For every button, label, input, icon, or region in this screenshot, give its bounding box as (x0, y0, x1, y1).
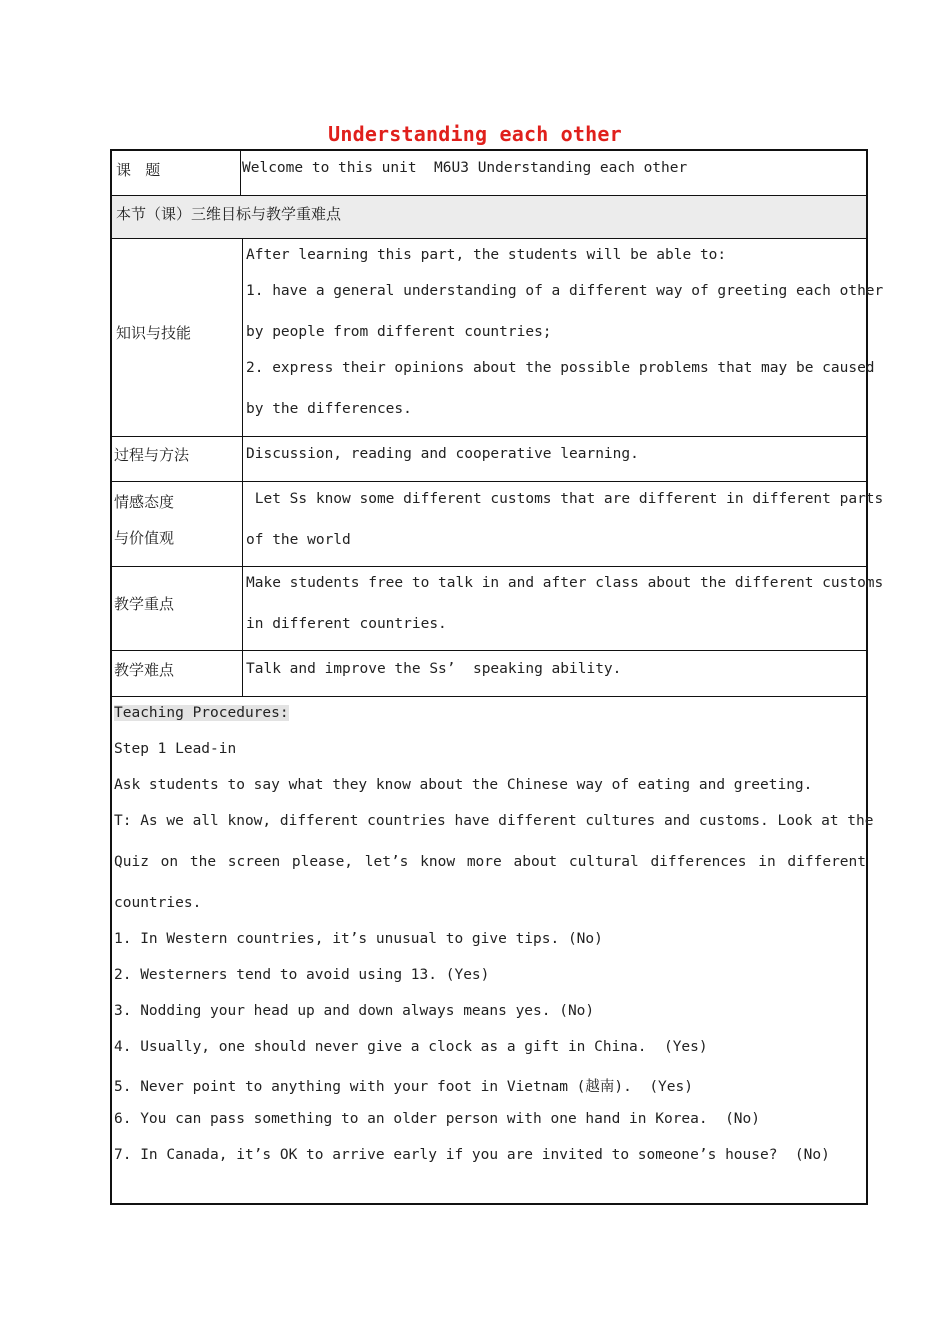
quiz-item: 5. Never point to anything with your foot in Vietnam (越南). (Yes) (114, 1079, 693, 1095)
teacher-line: Quiz on the screen please, let’s know more about cultural differences in different (114, 854, 866, 870)
row-divider (112, 238, 866, 239)
attitude-line: of the world (246, 532, 351, 548)
process-label: 过程与方法 (114, 446, 190, 464)
knowledge-line: by people from different countries; (246, 324, 552, 340)
row-divider (112, 195, 866, 196)
procedure-instruction: Ask students to say what they know about the Chinese way of eating and greeting. (114, 777, 813, 793)
quiz-item: 1. In Western countries, it’s unusual to give tips. (No) (114, 931, 603, 947)
row-divider (112, 566, 866, 567)
focus-line: in different countries. (246, 616, 447, 632)
teacher-line: T: As we all know, different countries have different cultures and customs. Look at the (114, 813, 874, 829)
row-divider (112, 481, 866, 482)
attitude-label-line2: 与价值观 (114, 529, 175, 547)
topic-value: Welcome to this unit M6U3 Understanding each other (242, 160, 688, 176)
row-divider (112, 650, 866, 651)
procedures-heading-text: Teaching Procedures: (114, 705, 289, 721)
knowledge-line: by the differences. (246, 401, 412, 417)
column-divider (240, 151, 241, 195)
procedures-heading (114, 705, 289, 721)
quiz-item: 6. You can pass something to an older person with one hand in Korea. (No) (114, 1111, 761, 1127)
focus-line: Make students free to talk in and after class about the different customs (246, 575, 884, 591)
attitude-line: Let Ss know some different customs that are different in different parts (246, 491, 884, 507)
knowledge-line: 2. express their opinions about the possible problems that may be caused (246, 360, 875, 376)
difficulty-value: Talk and improve the Ss’ speaking ability. (246, 661, 622, 677)
column-divider (242, 238, 243, 696)
lesson-plan-table (110, 149, 884, 1205)
quiz-item: 2. Westerners tend to avoid using 13. (Yes) (114, 967, 490, 983)
knowledge-label: 知识与技能 (116, 324, 192, 342)
section-heading: 本节（课）三维目标与教学重难点 (116, 205, 342, 223)
row-divider (112, 436, 866, 437)
quiz-item: 4. Usually, one should never give a clock as a gift in China. (Yes) (114, 1039, 708, 1055)
topic-label: 课 题 (116, 161, 161, 179)
difficulty-label: 教学难点 (114, 661, 175, 679)
attitude-label-line1: 情感态度 (114, 493, 175, 511)
step-heading: Step 1 Lead-in (114, 741, 237, 757)
quiz-item: 7. In Canada, it’s OK to arrive early if you are invited to someone’s house? (No) (114, 1147, 830, 1163)
knowledge-line: 1. have a general understanding of a different way of greeting each other (246, 283, 884, 299)
document-title: Understanding each other (328, 122, 622, 146)
knowledge-line: After learning this part, the students will be able to: (246, 247, 727, 263)
teacher-line: countries. (114, 895, 202, 911)
process-value: Discussion, reading and cooperative learning. (246, 446, 639, 462)
quiz-item: 3. Nodding your head up and down always means yes. (No) (114, 1003, 595, 1019)
row-divider (112, 696, 866, 697)
focus-label: 教学重点 (114, 595, 175, 613)
